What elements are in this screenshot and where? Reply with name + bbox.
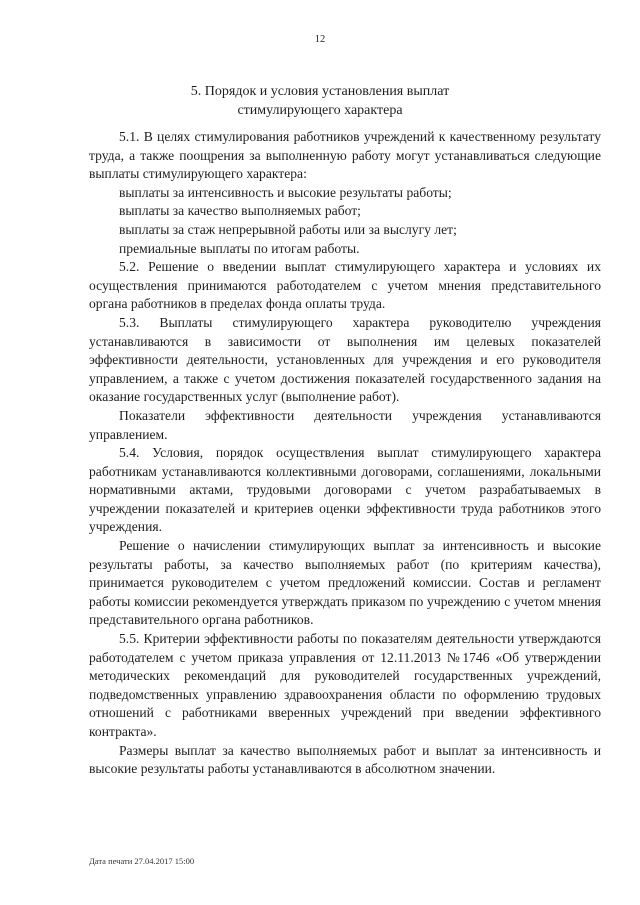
section-heading-line-2: стимулирующего характера [237, 103, 403, 118]
list-item: выплаты за качество выполняемых работ; [119, 203, 361, 219]
page-number: 12 [314, 34, 326, 45]
print-date-footer: Дата печати 27.04.2017 15:00 [89, 856, 195, 866]
paragraph: 5.1. В целях стимулирования работников учреждений к качественному результату труда, а также поощрения за выполненную работу могут устанавливаться следующие выплаты стимулирующего характера: [89, 129, 601, 182]
list-item: выплаты за интенсивность и высокие результаты работы; [119, 184, 452, 200]
paragraph: 5.4. Условия, порядок осуществления выплат стимулирующего характера работникам устанавливаются коллективными договорами, соглашениями, локальными нормативными актами, трудовыми договорами с учетом разрабатываемых в учреждении показателей и критериев оценки эффективности труда работников этого учреждения. [89, 445, 601, 535]
body-text [89, 128, 601, 779]
paragraph: Показатели эффективности деятельности учреждения устанавливаются управлением. [89, 407, 601, 442]
paragraph: 5.5. Критерии эффективности работы по показателям деятельности утверждаются работодателем с учетом приказа управления от 12.11.2013 №1746 «Об утверждении методических рекомендаций для руководителей государственных учреждений, подведомственных управлению здравоохранения области по оформлению трудовых отношений с работниками вверенных учреждений при введении эффективного контракта». [89, 631, 601, 739]
paragraph: Размеры выплат за качество выполняемых работ и выплат за интенсивность и высокие результаты работы устанавливаются в абсолютном значении. [89, 742, 601, 777]
list-item: премиальные выплаты по итогам работы. [119, 240, 360, 256]
paragraph: 5.3. Выплаты стимулирующего характера руководителю учреждения устанавливаются в зависимости от выполнения им целевых показателей эффективности деятельности, установленных для учреждения и его руководителя управлением, а также с учетом достижения показателей государственного задания на оказание государственных услуг (выполнение работ). [89, 314, 601, 405]
list-item: выплаты за стаж непрерывной работы или за выслугу лет; [119, 221, 457, 237]
paragraph: 5.2. Решение о введении выплат стимулирующего характера и условиях их осуществления принимаются работодателем с учетом мнения представительного органа работников в пределах фонда оплаты труда. [89, 259, 601, 312]
section-heading-line-1: 5. Порядок и условия установления выплат [190, 84, 450, 99]
paragraph: Решение о начислении стимулирующих выплат за интенсивность и высокие результаты работы, за качество выполняемых работ (по критериям качества), принимается руководителем с учетом предложений комиссии. Состав и регламент работы комиссии рекомендуется утверждать приказом по учреждению с учетом мнения представительного органа работников. [89, 538, 601, 628]
section-heading [0, 82, 640, 120]
